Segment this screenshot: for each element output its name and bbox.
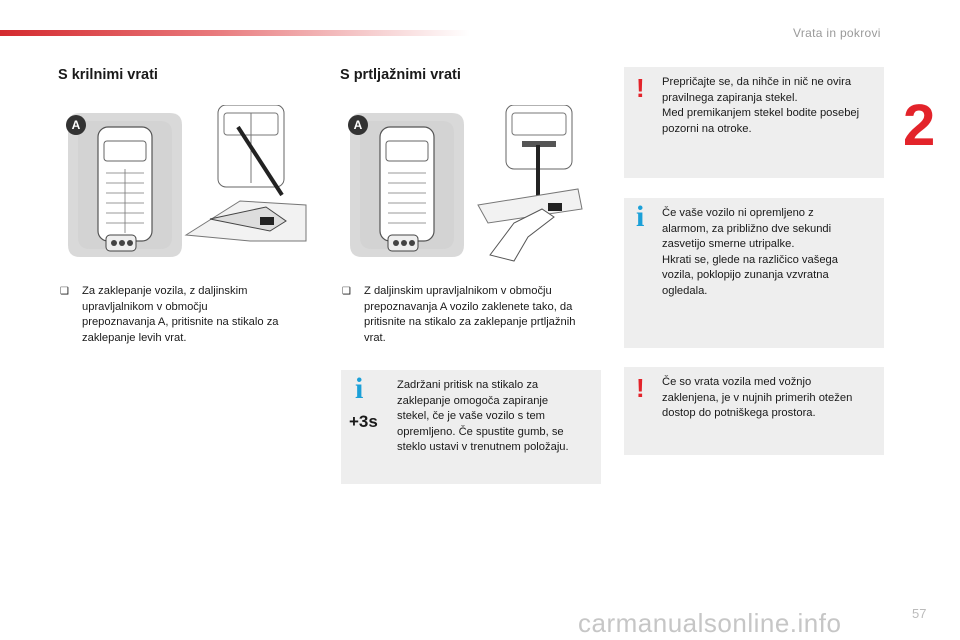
text-line: pravilnega zapiranja stekel.	[662, 91, 798, 104]
text-line: dostop do potniškega prostora.	[662, 407, 816, 419]
chapter-number: 2	[903, 93, 936, 158]
text-line: vrat.	[364, 331, 386, 344]
text-line: upravljalnikom v območju	[82, 300, 208, 313]
text-line: pritisnite na stikalo za zaklepanje prtljažnih	[364, 316, 576, 328]
warning-box-locked-driving	[624, 367, 884, 455]
wing-doors-illustration	[60, 105, 310, 265]
text-line: prepoznavanja A vozilo zaklenete tako, da	[364, 300, 573, 313]
text-line: prepoznavanja A, pritisnite na stikalo za	[82, 316, 279, 328]
text-line: zaklenjena, je v nujnih primerih otežen	[662, 391, 853, 404]
text-line: Za zaklepanje vozila, z daljinskim	[82, 285, 248, 297]
info-box-alarm	[624, 198, 884, 348]
watermark: carmanualsonline.info	[578, 608, 842, 638]
bullet-marker: ❑	[342, 286, 351, 297]
text-line: Med premikanjem stekel bodite posebej	[662, 107, 860, 119]
text-line: zasvetijo smerne utripalke.	[662, 238, 795, 250]
text-line: ogledala.	[662, 284, 708, 297]
text-line: Prepričajte se, da nihče in nič ne ovira	[662, 76, 852, 88]
text-line: alarmom, za približno dve sekundi	[662, 222, 832, 235]
heading-tailgate: S prtljažnimi vrati	[340, 67, 461, 83]
page-number: 57	[912, 606, 927, 621]
text-line: zaklepanje levih vrat.	[82, 331, 187, 344]
figure-label-a: A	[348, 115, 368, 135]
text-line: opremljeno. Če spustite gumb, se	[397, 425, 564, 438]
text-line: Zadržani pritisk na stikalo za	[397, 379, 539, 391]
text-line: Hkrati se, glede na različico vašega	[662, 253, 838, 266]
warning-box-obstruction	[624, 67, 884, 178]
text-line: zaklepanje omogoča zapiranje	[397, 394, 549, 407]
heading-wing-doors: S krilnimi vrati	[58, 67, 158, 83]
text-line: Če vaše vozilo ni opremljeno z	[662, 207, 814, 219]
info-icon: i	[636, 200, 645, 233]
text-line: vozila, poklopijo zunanja vzvratna	[662, 269, 829, 281]
text-line: Če so vrata vozila med vožnjo	[662, 376, 812, 388]
warning-icon: !	[636, 373, 645, 403]
chapter-title: Vrata in pokrovi	[793, 26, 881, 40]
info-icon: i	[355, 372, 364, 405]
info-box-hold-press	[341, 370, 601, 484]
warning-icon: !	[636, 73, 645, 103]
figure-label-a: A	[66, 115, 86, 135]
bullet-marker: ❑	[60, 286, 69, 297]
three-seconds-icon: +3s	[349, 412, 378, 431]
tailgate-illustration	[342, 105, 592, 265]
text-line: stekel, če je vaše vozilo s tem	[397, 410, 545, 422]
text-line: Z daljinskim upravljalnikom v območju	[364, 285, 552, 297]
wing-doors-instruction	[60, 284, 310, 354]
text-line: steklo ustavi v trenutnem položaju.	[397, 441, 569, 453]
header-accent-bar	[0, 30, 470, 36]
tailgate-instruction	[342, 284, 604, 354]
text-line: pozorni na otroke.	[662, 122, 752, 135]
